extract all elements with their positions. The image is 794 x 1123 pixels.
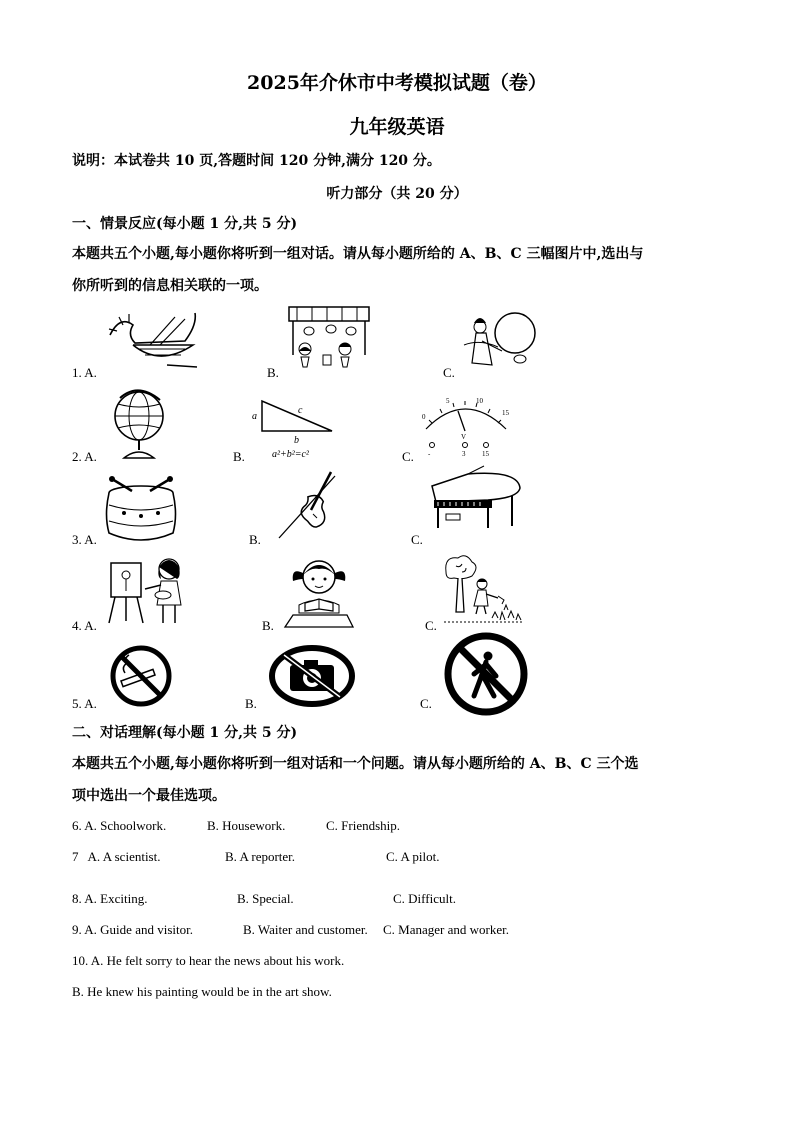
pythagoras-formula: a²+b²=c² [272, 449, 309, 460]
triangle-formula-icon [250, 395, 340, 460]
q7-option-c: C. A pilot. [386, 849, 440, 864]
q7-option-a: 7 A. A scientist. [72, 849, 161, 864]
q9-option-c: C. Manager and worker. [383, 922, 509, 937]
q10-option-a: 10. A. He felt sorry to hear the news about his work. [72, 953, 345, 968]
section1-heading: 一、情景反应(每小题 1 分,共 5 分) [72, 216, 298, 232]
side-a-label: a [252, 411, 257, 422]
svg-text:3: 3 [462, 450, 466, 458]
q4-label-b: B. [262, 618, 274, 633]
side-b-label: b [294, 435, 299, 446]
q5-label-b: B. [245, 696, 257, 711]
q5-label-c: C. [420, 696, 432, 711]
svg-text:10: 10 [476, 397, 483, 405]
q5-label-a: 5. A. [72, 696, 97, 711]
q8-option-b: B. Special. [237, 891, 294, 906]
q1-label-c: C. [443, 365, 455, 380]
q1-label-b: B. [267, 365, 279, 380]
section1-intro-line1: 本题共五个小题,每小题你将听到一组对话。请从每小题所给的 A、B、C 三幅图片中,选出与 [72, 246, 644, 262]
q3-label-b: B. [249, 532, 261, 547]
q2-label-a: 2. A. [72, 449, 97, 464]
svg-text:0: 0 [422, 413, 426, 421]
q10-option-b: B. He knew his painting would be in the art show. [72, 984, 332, 999]
exam-subtitle: 九年级英语 [349, 116, 445, 138]
svg-text:5: 5 [446, 397, 450, 405]
svg-text:V: V [461, 433, 467, 441]
section2-intro-line1: 本题共五个小题,每小题你将听到一组对话和一个问题。请从每小题所给的 A、B、C 三个选 [72, 756, 639, 772]
no-smoking-icon [105, 645, 177, 707]
q6-option-c: C. Friendship. [326, 818, 401, 833]
dragon-boat-icon [105, 305, 200, 375]
svg-text:15: 15 [482, 450, 489, 458]
listening-heading: 听力部分（共 20 分） [326, 186, 468, 202]
drum-icon [104, 475, 179, 545]
q2-label-c: C. [402, 449, 414, 464]
painting-girl-icon [105, 555, 190, 627]
lantern-shop-icon [287, 305, 372, 370]
q6-option-b: B. Housework. [207, 818, 286, 833]
moon-lady-icon [460, 305, 540, 375]
gardening-icon [442, 552, 527, 627]
q9-option-b: B. Waiter and customer. [243, 922, 368, 937]
violin-icon [275, 470, 340, 545]
voltmeter-icon [418, 395, 513, 457]
svg-text:15: 15 [502, 409, 509, 417]
q4-label-c: C. [425, 618, 437, 633]
instructions: 说明：本试卷共 10 页,答题时间 120 分钟,满分 120 分。 [72, 153, 441, 169]
q2-label-b: B. [233, 449, 245, 464]
section1-intro [72, 238, 732, 302]
svg-text:-: - [428, 450, 431, 458]
q8-option-c: C. Difficult. [393, 891, 456, 906]
reading-girl-icon [283, 555, 355, 630]
exam-title: 2025年介休市中考模拟试题（卷） [247, 72, 547, 94]
no-walking-icon [442, 640, 530, 708]
section2-intro [72, 748, 732, 812]
q6-option-a: 6. A. Schoolwork. [72, 818, 167, 833]
section2-heading: 二、对话理解(每小题 1 分,共 5 分) [72, 725, 298, 741]
side-c-label: c [298, 405, 303, 416]
q4-label-a: 4. A. [72, 618, 97, 633]
q8-option-a: 8. A. Exciting. [72, 891, 148, 906]
globe-icon [108, 386, 170, 461]
q9-option-a: 9. A. Guide and visitor. [72, 922, 193, 937]
q7-option-b: B. A reporter. [225, 849, 296, 864]
q3-label-c: C. [411, 532, 423, 547]
no-photography-icon [268, 645, 356, 707]
section1-intro-line2: 你所听到的信息相关联的一项。 [72, 278, 268, 294]
q1-label-a: 1. A. [72, 365, 97, 380]
section2-intro-line2: 项中选出一个最佳选项。 [72, 788, 226, 804]
q3-label-a: 3. A. [72, 532, 97, 547]
piano-icon [428, 470, 523, 532]
